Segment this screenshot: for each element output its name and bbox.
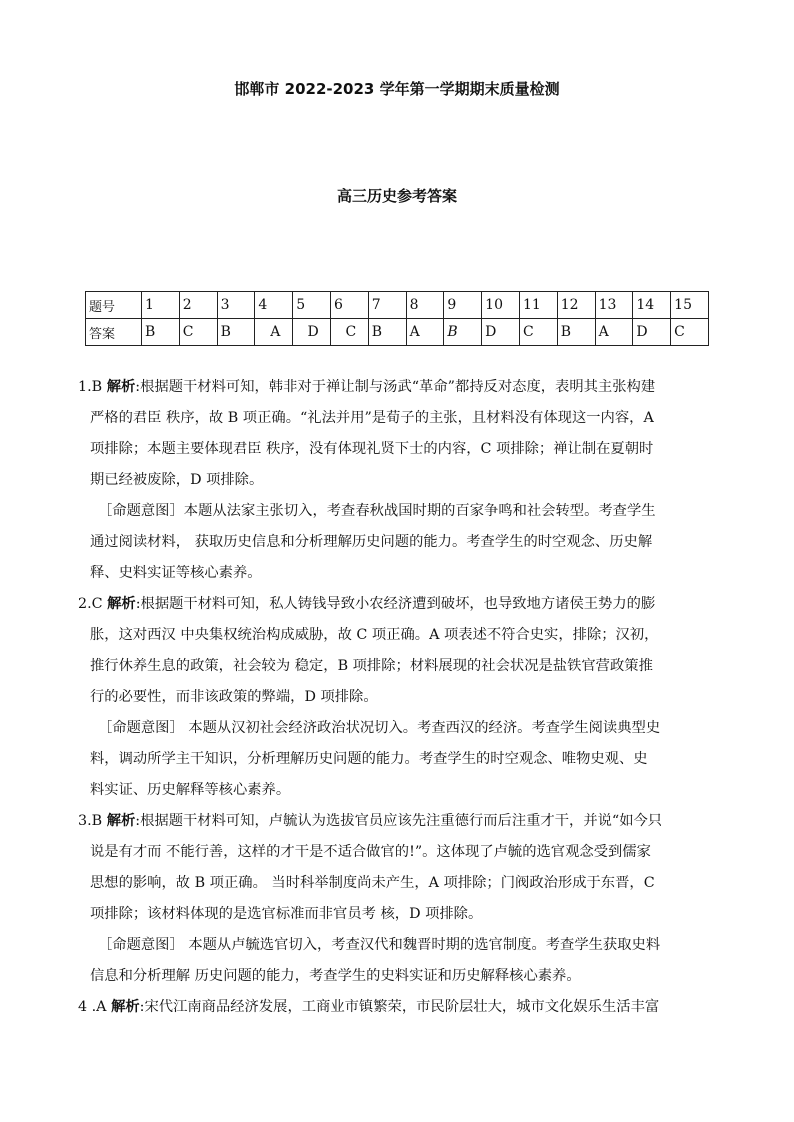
explanation-line [78,372,740,403]
question-number: 9 [444,292,482,319]
question-number: 12 [557,292,595,319]
explanation-item-3 [78,806,740,930]
answer-cell: D [293,319,331,346]
answer-cell: A [595,319,633,346]
answer-cell: C [330,319,368,346]
explanation-item-1 [78,372,740,496]
question-number: 5 [293,292,331,319]
question-number: 10 [482,292,520,319]
item-number: 4 .A [78,999,112,1015]
answer-cell: C [671,319,709,346]
intent-line: ［命题意图］ 本题从汉初社会经济政治状况切入。考查西汉的经济。考查学生阅读典型史 [98,720,661,736]
explanation-line [78,992,740,1023]
answer-cell: B [368,319,406,346]
document-subtitle: 高三历史参考答案 [336,187,457,205]
line-text: :根据题干材料可知，私人铸钱导致小农经济遭到破坏，也导致地方诸侯王势力的膨 [135,596,656,612]
intent-line: 料实证、历史解释等核心素养。 [90,782,291,798]
table-row-header: 题号 [86,292,142,319]
line-text: :根据题干材料可知，韩非对于禅让制与汤武“革命”都持反对态度，表明其主张构建 [135,379,656,395]
analysis-label: 解析 [111,999,140,1015]
answer-cell: A [255,319,293,346]
explanation-line: 期已经被废除，D 项排除。 [90,472,264,488]
explanation-item-4 [78,992,740,1023]
analysis-label: 解析 [106,813,136,829]
explanation-line: 推行休养生息的政策，社会较为 稳定，B 项排除；材料展现的社会状况是盐铁官营政策推 [90,658,653,674]
question-number: 2 [179,292,217,319]
intent-item-3 [78,930,740,992]
item-number: 2.C [78,596,108,612]
intent-line: 信息和分析理解 历史问题的能力，考查学生的史料实证和历史解释核心素养。 [90,968,581,984]
answer-cell: C [179,319,217,346]
answer-cell: D [633,319,671,346]
question-number: 1 [142,292,180,319]
explanation-line: 项排除；本题主要体现君臣 秩序，没有体现礼贤下士的内容，C 项排除；禅让制在夏朝时 [90,441,654,457]
question-number: 6 [330,292,368,319]
explanation-line: 说是有才而 不能行善，这样的才干是不适合做官的!”。这体现了卢毓的选官观念受到儒家 [90,844,651,860]
intent-line: ［命题意图］本题从法家主张切入，考查春秋战国时期的百家争鸣和社会转型。考查学生 [98,503,656,519]
answer-cell: B [142,319,180,346]
line-text: :根据题干材料可知，卢毓认为选拔官员应该先注重德行而后注重才干，并说“如今只 [135,813,663,829]
answer-table [85,291,709,346]
item-number: 3.B [78,813,107,829]
table-row-answers [86,319,709,346]
question-number: 7 [368,292,406,319]
intent-line: 通过阅读材料， 获取历史信息和分析理解历史问题的能力。考查学生的时空观念、历史解 [90,534,653,550]
answer-cell: D [482,319,520,346]
explanation-line [78,806,740,837]
intent-line: 释、史料实证等核心素养。 [90,565,262,581]
explanation-line [78,589,740,620]
intent-item-1 [78,496,740,589]
answer-cell: B [557,319,595,346]
intent-line: 料，调动所学主干知识，分析理解历史问题的能力。考查学生的时空观念、唯物史观、史 [90,751,648,767]
analysis-label: 解析 [107,596,136,612]
answer-cell: A [406,319,444,346]
analysis-label: 解析 [106,379,136,395]
intent-item-2 [78,713,740,806]
table-row-numbers [86,292,709,319]
explanation-line: 行的必要性，而非该政策的弊端，D 项排除。 [90,689,378,705]
line-text: :宋代江南商品经济发展，工商业市镇繁荣，市民阶层壮大，城市文化娱乐生活丰富 [139,999,660,1015]
item-number: 1.B [78,379,107,395]
document-title: 邯郸市 2022-2023 学年第一学期期末质量检测 [234,80,560,98]
question-number: 3 [217,292,255,319]
explanation-line: 胀，这对西汉 中央集权统治构成威胁，故 C 项正确。A 项表述不符合史实，排除；汉初， [90,627,659,643]
answer-cell: C [519,319,557,346]
question-number: 13 [595,292,633,319]
question-number: 8 [406,292,444,319]
question-number: 4 [255,292,293,319]
question-number: 14 [633,292,671,319]
explanation-item-2 [78,589,740,713]
explanation-line: 项排除；该材料体现的是选官标准而非官员考 核，D 项排除。 [90,906,483,922]
answer-cell: B [217,319,255,346]
intent-line: ［命题意图］ 本题从卢毓选官切入，考查汉代和魏晋时期的选官制度。考查学生获取史料 [98,937,661,953]
explanation-line: 严格的君臣 秩序，故 B 项正确。“礼法并用”是荀子的主张，且材料没有体现这一内容，A [90,410,654,426]
explanation-line: 思想的影响，故 B 项正确。 当时科举制度尚未产生，A 项排除；门阀政治形成于东晋，C [90,875,655,891]
answer-cell: B [444,319,482,346]
question-number: 15 [671,292,709,319]
answer-explanations [78,372,740,1023]
question-number: 11 [519,292,557,319]
table-row-header: 答案 [86,319,142,346]
